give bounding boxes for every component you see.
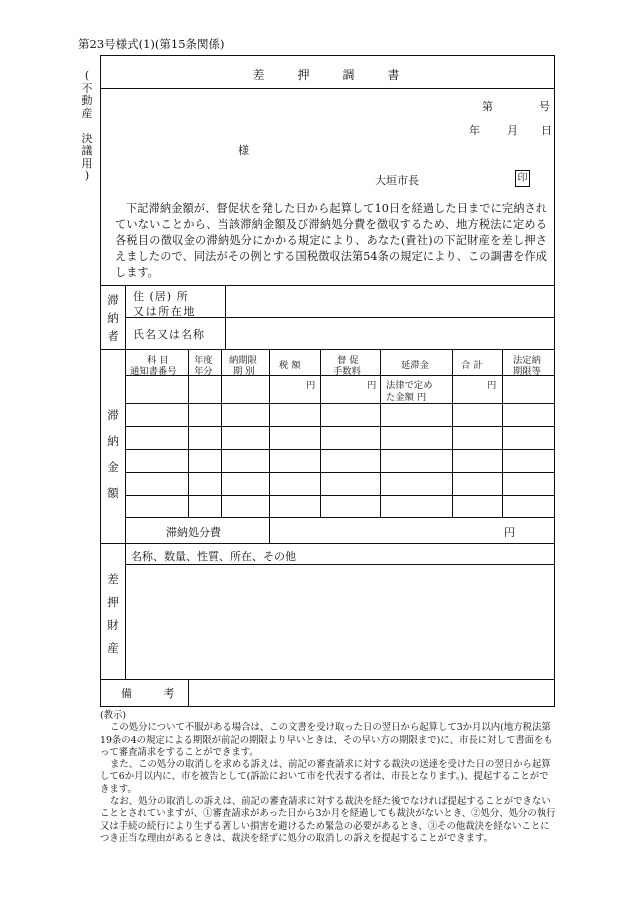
property-label: 差 押 財 産 (107, 572, 119, 655)
divider (101, 88, 554, 89)
date-month: 月 (507, 124, 518, 137)
instructions (100, 710, 556, 845)
disposition-cost-label: 滞納処分費 (166, 526, 221, 539)
body-text: 下記滞納金額が、督促状を発した日から起算して10日を経過した日までに完納されていないことから、当該滞納金額及び滞納処分費を徴収するため、地方税法に定める各税目の徴収金の滞納処分にかかる規定により、あなた(貴社)の下記財産を差し押さえましたので、同法がその例とする国税徴収法第54条の規定により、この調書を作成します。 (115, 202, 547, 279)
number-dai: 第 (482, 100, 493, 113)
issuer-name: 大垣市長 (375, 174, 419, 187)
number-go: 号 (539, 100, 550, 113)
instructions-p1: この処分について不服がある場合は、この文書を受け取った日の翌日から起算して3か月以内(地方税法第19条の4の規定による期限が前記の期限より早いときは、その早い方の期限まで)に、市長に対して書面をもって審査請求をすることができます。 (100, 722, 553, 758)
seal-box: 印 (515, 170, 530, 187)
disposition-cost-unit: 円 (504, 526, 515, 539)
side-note: ( 不 動 産 決 議 用 ) (81, 69, 93, 182)
document-title: 差押調書 (252, 68, 433, 82)
seizure-record-form: 差押調書 第 号 年 月 日 様 大垣市長 印 下記滞納金額が、督促状を発した日から起算して10日を経過した日までに完納されていないことから、当該滞納金額及び滞納処分費を徴収するため、地方税法に定める各税目の徴収金の滞納処分にかかる規定により、あなた(貴社)の下記財産を差し押さえましたので、同法がその例とする国税徴収法第54条の規定により、この調書を作成します。 滞 納 者 住 (居) 所 又は所在地 氏名又は名称 滞 納 金 額 科 目 通知書番号 年度 年分 納期限 期 別 税 額 督 促 手数料 延滞金 合 計 法定納 期限等 円 円 法律で定め た金額 円 円 滞納処分費 円 名称、数量、性質、所在、その他 差 押 財 産 備 考 (100, 55, 555, 707)
amount-label: 滞 納 金 額 (107, 408, 119, 500)
instructions-p3: なお、処分の取消しの訴えは、前記の審査請求に対する裁決を経た後でなければ提起することができないこととされていますが、①審査請求があった日から3か月を経過しても裁決がないとき、②処分、処分の執行又は手続の続行により生ずる著しい損害を避けるため緊急の必要があるとき、③その他裁決を経ないことにつき正当な理由があるときは、裁決を経ずに処分の取消しの訴えを提起することができます。 (100, 796, 556, 844)
property-header: 名称、数量、性質、所在、その他 (131, 550, 296, 563)
address-label: 住 (居) 所 (133, 290, 189, 303)
address-label-2: 又は所在地 (133, 305, 196, 318)
taxpayer-label: 滞 納 者 (107, 293, 119, 343)
date-year: 年 (469, 124, 480, 137)
form-id: 第23号様式(1)(第15条関係) (78, 37, 225, 51)
date-day: 日 (541, 124, 552, 137)
addressee-suffix: 様 (238, 144, 249, 157)
instructions-title: (教示) (100, 710, 127, 721)
remarks-label: 備 考 (121, 687, 189, 700)
instructions-p2: また、この処分の取消しを求める訴えは、前記の審査請求に対する裁決の送達を受けた日の翌日から起算して6か月以内に、市を被告として(訴訟において市を代表する者は、市長となります。)、提起することができます。 (100, 759, 551, 795)
name-label: 氏名又は名称 (133, 328, 205, 341)
